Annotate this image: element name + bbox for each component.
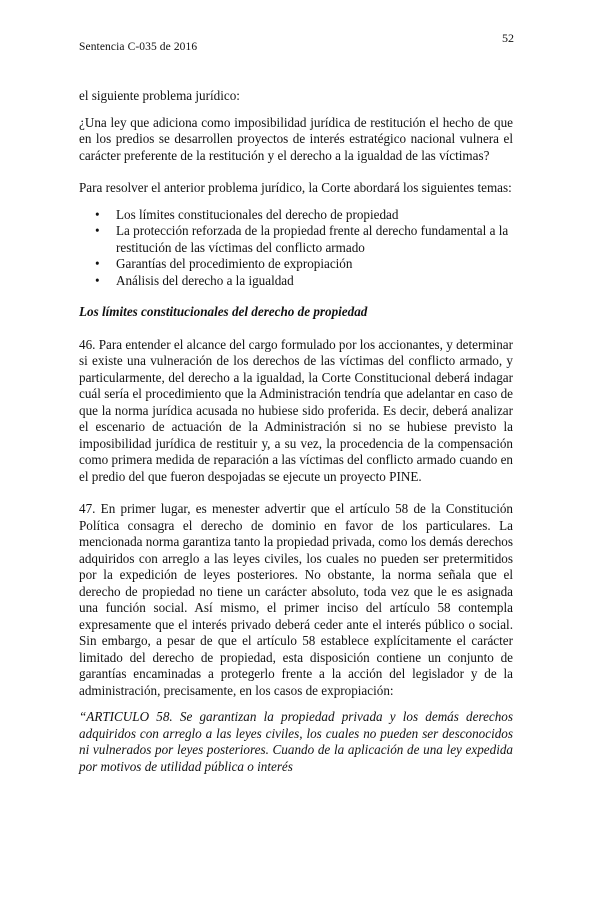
- topic-text: Los límites constitucionales del derecho de propiedad: [116, 206, 399, 222]
- list-item: [95, 273, 513, 290]
- bullet-dot-icon: •: [95, 272, 100, 288]
- topic-text: Garantías del procedimiento de expropiación: [116, 256, 353, 271]
- document-body: [79, 88, 513, 791]
- bullet-dot-icon: •: [95, 223, 100, 238]
- intro-line: el siguiente problema jurídico:: [79, 88, 240, 103]
- list-item: [95, 223, 513, 256]
- paragraph-47: 47. En primer lugar, es menester advertir que el artículo 58 de la Constitución Política consagra el derecho de dominio en favor de los particulares. La mencionada norma garantiza tanto la propiedad privada, como los demás derechos adquiridos con arreglo a las leyes civiles, los cuales no pueden ser pretermitidos por la expedición de leyes posteriores. No obstante, la norma señala que el derecho de propiedad no tiene un carácter absoluto, toda vez que le es asignada una función social. Así mismo, el primer inciso del artículo 58 contempla expresamente que el interés privado deberá ceder ante el interés público o social. Sin embargo, a pesar de que el artículo 58 establece explícitamente el carácter limitado del derecho de propiedad, esta disposición contiene un conjunto de garantías encaminadas a protegerlo frente a la acción del legislador y de la administración, precisamente, en los casos de expropiación:: [79, 501, 513, 698]
- legal-question: ¿Una ley que adiciona como imposibilidad jurídica de restitución el hecho de que en los predios se desarrollen proyectos de interés estratégico nacional vulnera el carácter preferente de la restitución y el derecho a la igualdad de las víctimas?: [79, 114, 513, 163]
- list-item: [95, 256, 513, 273]
- bullet-dot-icon: •: [95, 256, 100, 271]
- bullet-dot-icon: •: [95, 206, 100, 222]
- page-number: 52: [502, 31, 514, 45]
- topic-text: Análisis del derecho a la igualdad: [116, 272, 294, 288]
- paragraph-46: 46. Para entender el alcance del cargo formulado por los accionantes, y determinar si existe una vulneración de los derechos de las víctimas del conflicto armado, y particularmente, del derecho a la igualdad, la Corte Constitucional deberá indagar cuál sería el procedimiento que la Administración tendría que adelantar en caso de que la norma jurídica acusada no hubiese sido proferida. Es decir, deberá analizar el escenario de actuación de la Administración si no se hubiese previsto la imposibilidad jurídica de restituir y, a su vez, la procedencia de la compensación como primera medida de reparación a las víctimas del conflicto armado cuando en el predio del que fueron despojadas se ejecute un proyecto PINE.: [79, 336, 513, 484]
- section-heading: Los límites constitucionales del derecho de propiedad: [79, 304, 368, 319]
- topics-lead-in: Para resolver el anterior problema jurídico, la Corte abordará los siguientes temas:: [79, 180, 512, 195]
- running-header: Sentencia C-035 de 2016: [79, 41, 198, 53]
- topics-list: [79, 207, 513, 290]
- list-item: [95, 207, 513, 224]
- topic-text: La protección reforzada de la propiedad frente al derecho fundamental a la restitución de las víctimas del conflicto armado: [116, 223, 509, 255]
- article-58-quote: “ARTICULO 58. Se garantizan la propiedad privada y los demás derechos adquiridos con arreglo a las leyes civiles, los cuales no pueden ser desconocidos ni vulnerados por leyes posteriores. Cuando de la aplicación de una ley expedida por motivos de utilidad pública o interés: [79, 709, 513, 774]
